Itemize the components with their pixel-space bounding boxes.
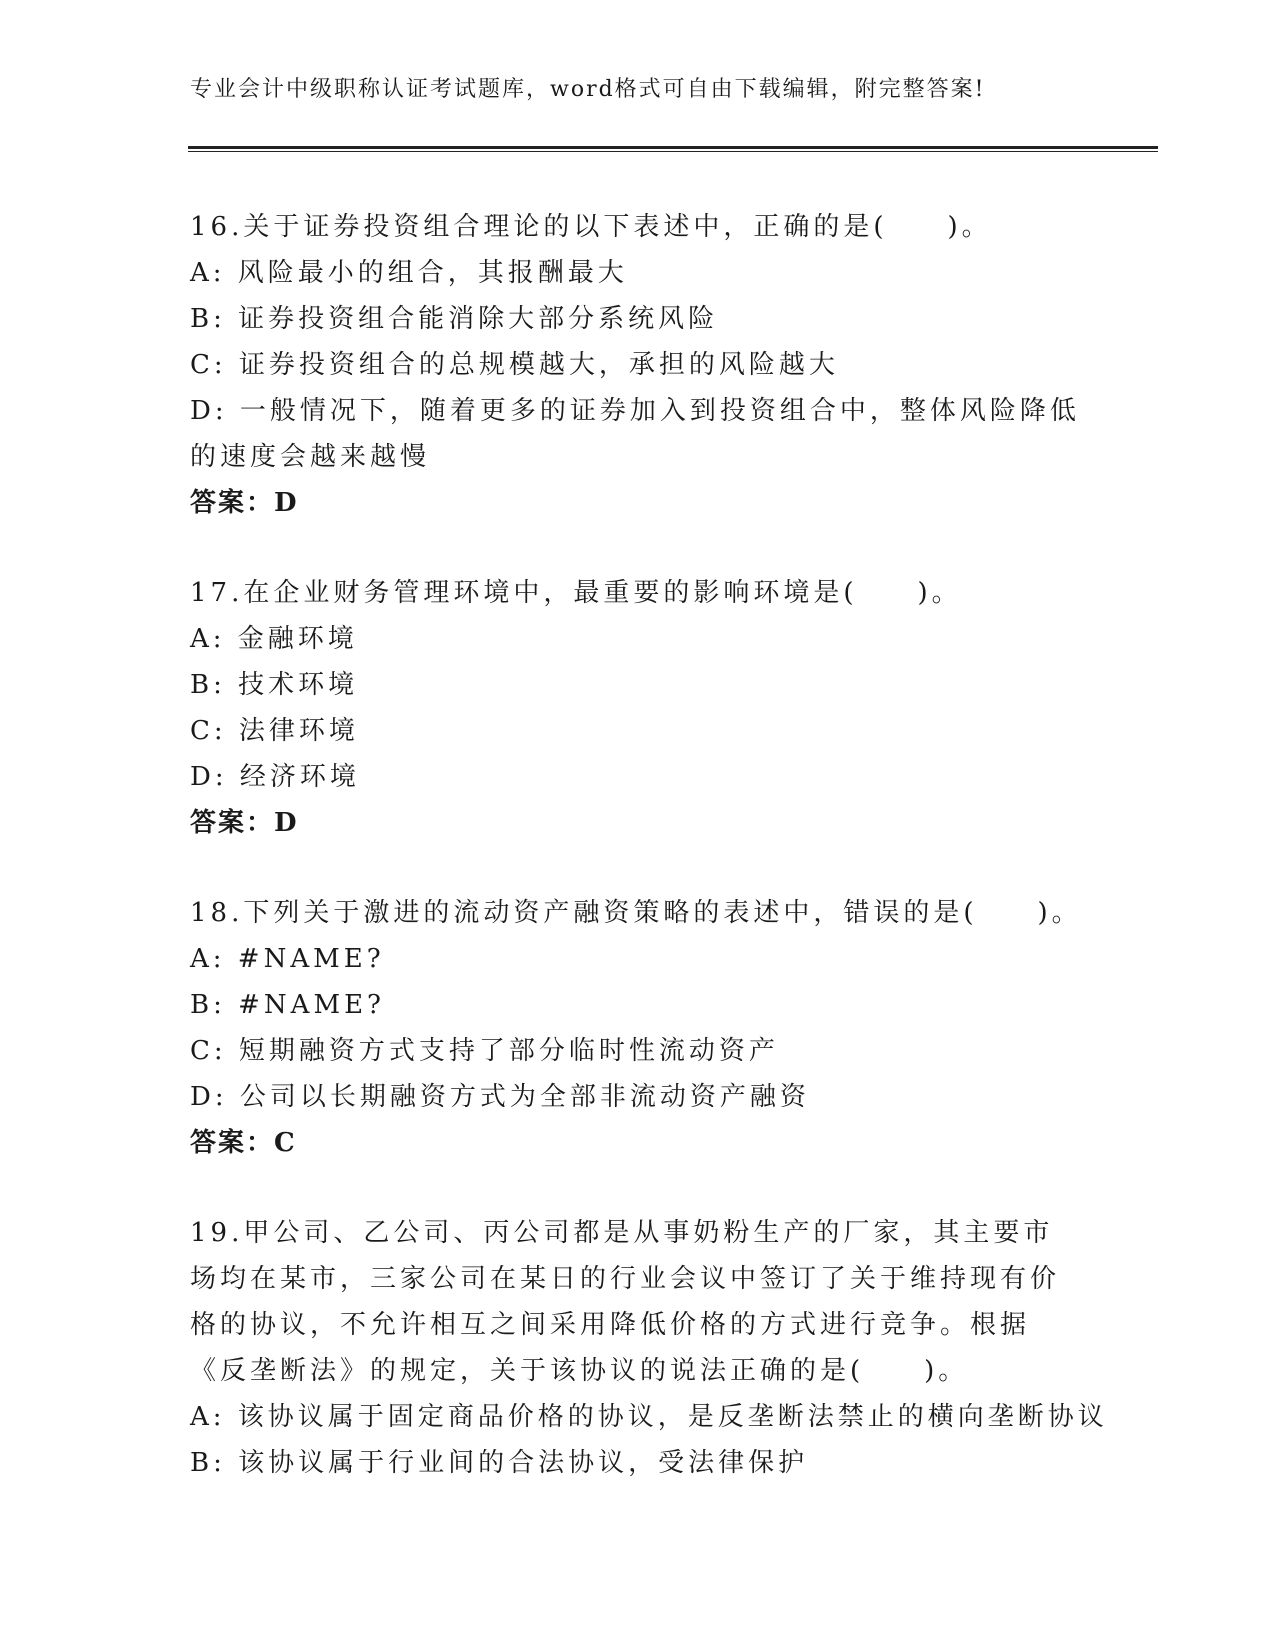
question-stem: 19.甲公司、乙公司、丙公司都是从事奶粉生产的厂家，其主要市场均在某市，三家公司在某日的行业会议中签订了关于维持现有价格的协议，不允许相互之间采用降低价格的方式进行竞争。根据《反垄断法》的规定，关于该协议的说法正确的是( )。 xyxy=(190,1218,1061,1386)
option-c: C: 法律环境 xyxy=(190,716,359,746)
option-c: C: 证券投资组合的总规模越大，承担的风险越大 xyxy=(190,350,839,380)
option-b: B: #NAME? xyxy=(190,990,385,1020)
option-a: A: 金融环境 xyxy=(190,624,358,654)
question-16 xyxy=(190,204,1080,526)
option-d: D: 一般情况下，随着更多的证券加入到投资组合中，整体风险降低的速度会越来越慢 xyxy=(190,396,1080,472)
option-d: D: 公司以长期融资方式为全部非流动资产融资 xyxy=(190,1082,810,1112)
question-stem: 17.在企业财务管理环境中，最重要的影响环境是( )。 xyxy=(190,578,962,608)
header-rule-thick xyxy=(188,146,1158,149)
option-b: B: 证券投资组合能消除大部分系统风险 xyxy=(190,304,719,334)
option-a: A: 该协议属于固定商品价格的协议，是反垄断法禁止的横向垄断协议 xyxy=(190,1402,1108,1432)
question-stem: 18.下列关于激进的流动资产融资策略的表述中，错误的是( )。 xyxy=(190,898,1082,928)
question-list xyxy=(190,204,1108,1530)
option-c: C: 短期融资方式支持了部分临时性流动资产 xyxy=(190,1036,779,1066)
question-stem: 16.关于证券投资组合理论的以下表述中，正确的是( )。 xyxy=(190,212,992,242)
option-a: A: 风险最小的组合，其报酬最大 xyxy=(190,258,628,288)
question-17 xyxy=(190,570,1080,846)
header-rule-thin xyxy=(188,151,1158,152)
document-header: 专业会计中级职称认证考试题库，word格式可自由下载编辑，附完整答案! xyxy=(190,77,986,102)
question-18 xyxy=(190,890,1080,1166)
answer: 答案：D xyxy=(190,808,299,838)
question-19 xyxy=(190,1210,1108,1486)
answer: 答案：D xyxy=(190,488,299,518)
option-d: D: 经济环境 xyxy=(190,762,360,792)
option-a: A: #NAME? xyxy=(190,944,385,974)
option-b: B: 技术环境 xyxy=(190,670,359,700)
answer: 答案：C xyxy=(190,1128,297,1158)
option-b: B: 该协议属于行业间的合法协议，受法律保护 xyxy=(190,1448,809,1478)
